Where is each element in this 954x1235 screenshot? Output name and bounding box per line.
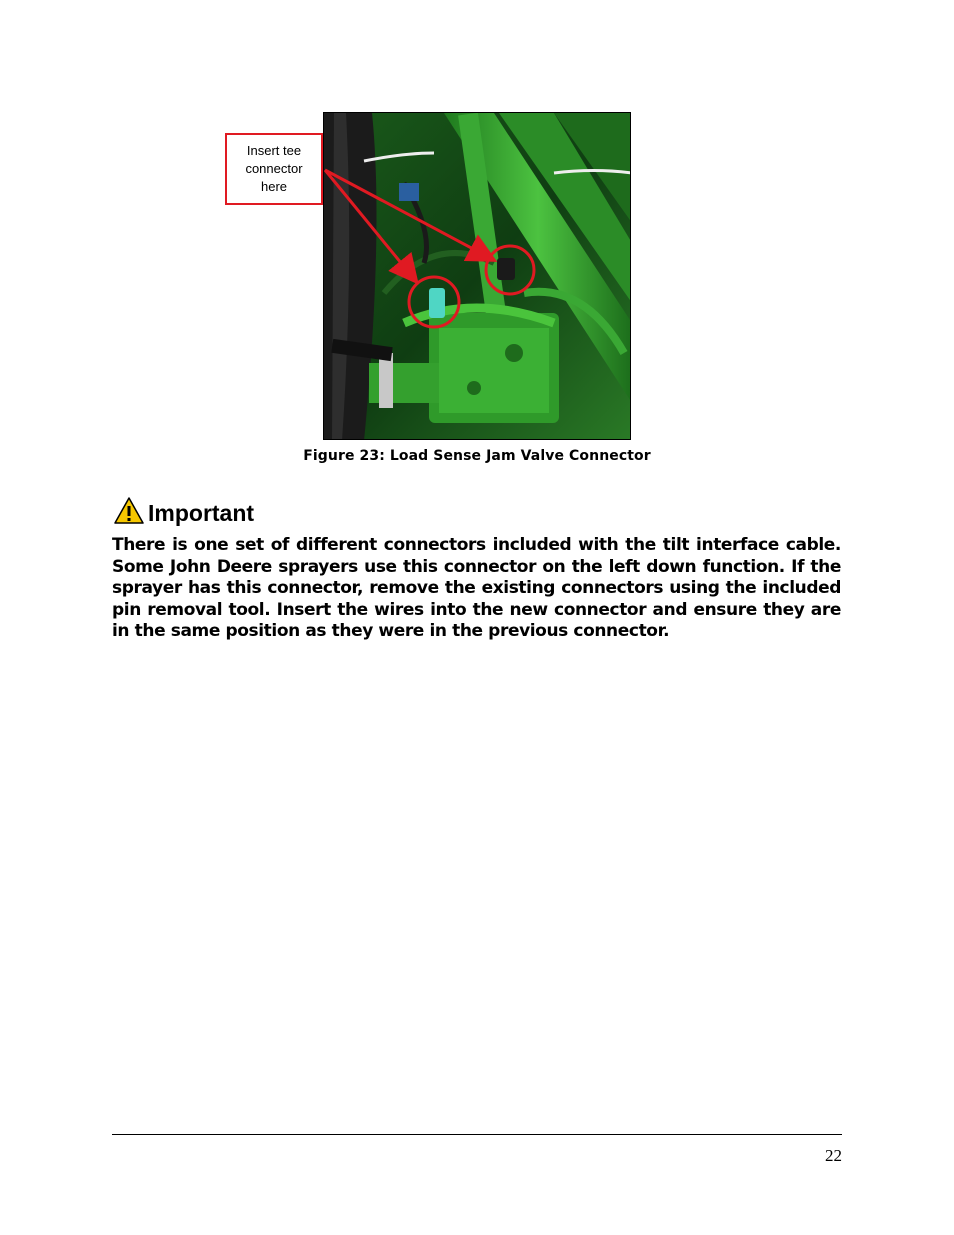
- warning-triangle-icon: [113, 496, 145, 531]
- figure-photo: [323, 112, 631, 440]
- footer-rule: [112, 1134, 842, 1135]
- page-number: 22: [825, 1146, 842, 1165]
- important-title: Important: [148, 499, 255, 526]
- important-body: There is one set of different connectors included with the tilt interface cable. Some John Deere sprayers use this connector on the left down function. If the sprayer has this connector, remove the existing connectors using the included pin removal tool. Insert the wires into the new connector and ensure they are in the same position as they were in the previous connector.: [112, 535, 841, 641]
- important-heading: [113, 498, 254, 528]
- callout-box: Insert tee connector here: [225, 133, 323, 205]
- figure-caption: Figure 23: Load Sense Jam Valve Connector: [303, 448, 651, 464]
